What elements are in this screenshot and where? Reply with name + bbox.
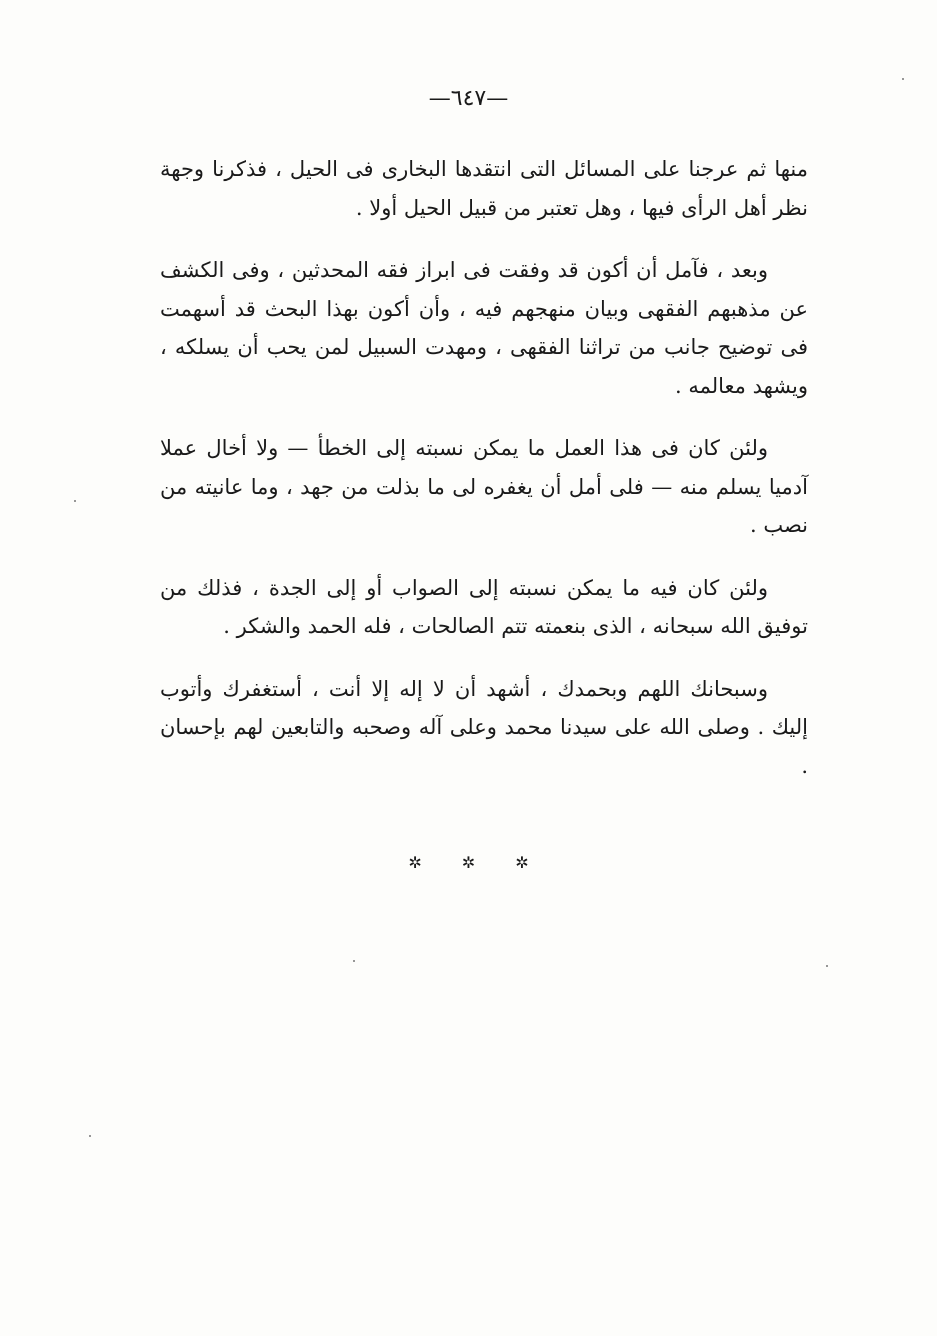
- paragraph-4: ولئن كان فيه ما يمكن نسبته إلى الصواب أو إلى الجدة ، فذلك من توفيق الله سبحانه ، الذى بنعمته تتم الصالحات ، فله الحمد والشكر .: [160, 575, 808, 638]
- asterism-icon: ✲: [515, 853, 529, 872]
- scan-speck: [89, 1135, 91, 1137]
- page-number: —٦٤٧—: [428, 86, 509, 111]
- paragraph-5: وسبحانك اللهم وبحمدك ، أشهد أن لا إله إلا أنت ، أستغفرك وأتوب إليك . وصلى الله على سيدنا محمد وعلى آله وصحبه والتابعين لهم بإحسان .: [160, 676, 808, 778]
- scan-speck: [74, 500, 76, 502]
- scan-speck: [353, 960, 355, 962]
- asterism-icon: ✲: [408, 853, 422, 872]
- paragraph-1: منها ثم عرجنا على المسائل التى انتقدها البخارى فى الحيل ، فذكرنا وجهة نظر أهل الرأى فيها ، وهل تعتبر من قبيل الحيل أولا .: [160, 157, 808, 220]
- scan-speck: [826, 965, 828, 967]
- scan-speck: [902, 78, 904, 80]
- paragraph-2: وبعد ، فآمل أن أكون قد وفقت فى ابراز فقه المحدثين ، وفى الكشف عن مذهبهم الفقهى وبيان منهجهم فيه ، وأن أكون بهذا البحث قد أسهمت فى توضيح جانب من تراثنا الفقهى ، ومهدت السبيل لمن يحب أن يسلكه ، ويشهد معالمه .: [160, 258, 808, 398]
- end-ornament: [0, 853, 937, 872]
- asterism-icon: ✲: [461, 853, 476, 872]
- paragraph-3: ولئن كان فى هذا العمل ما يمكن نسبته إلى الخطأ — ولا أخال عملا آدميا يسلم منه — فلى أمل أن يغفره لى ما بذلت من جهد ، وما عانيته من نصب .: [160, 436, 808, 537]
- body-text: [160, 150, 808, 809]
